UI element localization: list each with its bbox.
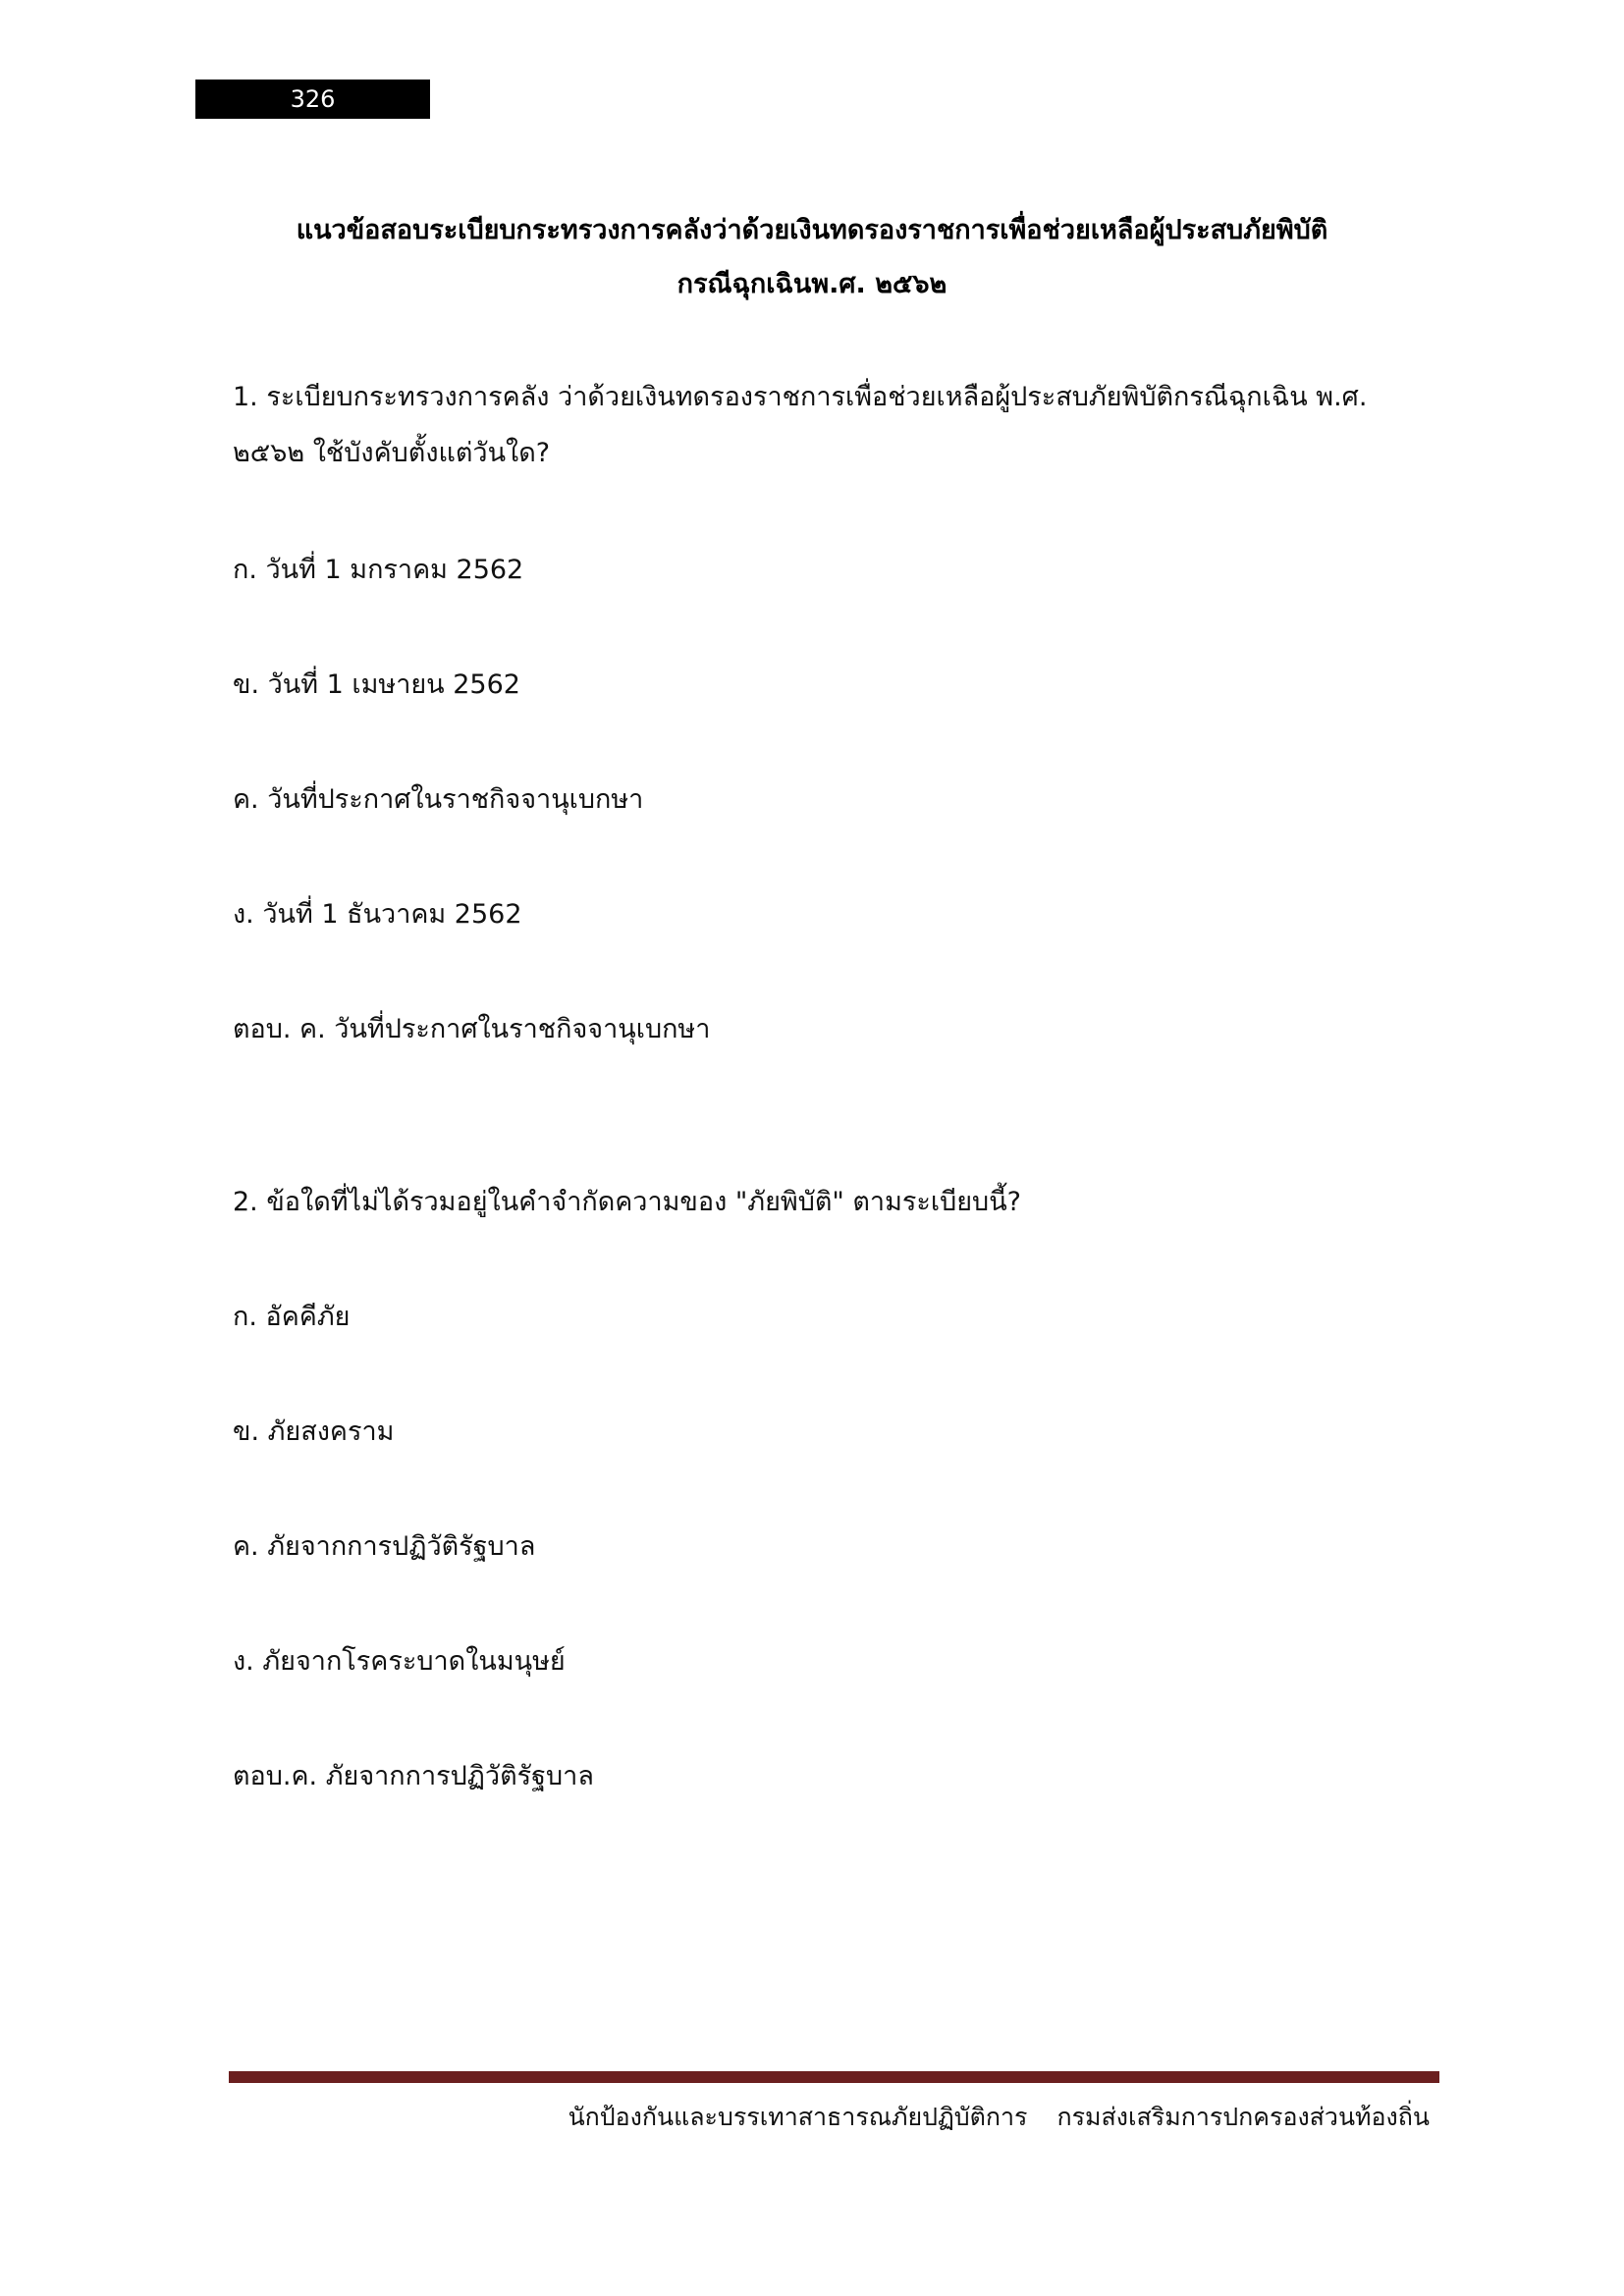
footer [196,2098,1430,2137]
question-2-choice-a: ก. อัคคีภัย [233,1302,351,1332]
footer-divider-bar [229,2071,1439,2083]
question-2-choice-c: ค. ภัยจากการปฏิวัติรัฐบาล [233,1531,536,1562]
question-1-answer: ตอบ. ค. วันที่ประกาศในราชกิจจานุเบกษา [233,1014,711,1044]
page-number: 326 [195,80,430,119]
document-title-line-2: กรณีฉุกเฉินพ.ศ. ๒๕๖๒ [677,269,947,299]
question-1-choice-c: ค. วันที่ประกาศในราชกิจจานุเบกษา [233,784,644,815]
footer-position-title: นักป้องกันและบรรเทาสาธารณภัยปฏิบัติการ [568,2103,1028,2131]
question-1-choice-b: ข. วันที่ 1 เมษายน 2562 [233,669,520,700]
question-1-text-line-1: 1. ระเบียบกระทรวงการคลัง ว่าด้วยเงินทดรองราชการเพื่อช่วยเหลือผู้ประสบภัยพิบัติกรณีฉุกเฉิน พ.ศ. [233,382,1368,412]
document-title-line-1: แนวข้อสอบระเบียบกระทรวงการคลังว่าด้วยเงินทดรองราชการเพื่อช่วยเหลือผู้ประสบภัยพิบัติ [296,215,1328,245]
question-2-choice-b: ข. ภัยสงคราม [233,1416,395,1447]
footer-department-name: กรมส่งเสริมการปกครองส่วนท้องถิ่น [1056,2103,1430,2131]
question-2-text-line-1: 2. ข้อใดที่ไม่ได้รวมอยู่ในคำจำกัดความของ "ภัยพิบัติ" ตามระเบียบนี้? [233,1187,1021,1217]
question-1-choice-a: ก. วันที่ 1 มกราคม 2562 [233,555,524,585]
question-2-choice-d: ง. ภัยจากโรคระบาดในมนุษย์ [233,1646,566,1677]
question-1-choice-d: ง. วันที่ 1 ธันวาคม 2562 [233,899,522,930]
question-2-answer: ตอบ.ค. ภัยจากการปฏิวัติรัฐบาล [233,1761,594,1791]
question-1-text-line-2: ๒๕๖๒ ใช้บังคับตั้งแต่วันใด? [233,438,551,468]
